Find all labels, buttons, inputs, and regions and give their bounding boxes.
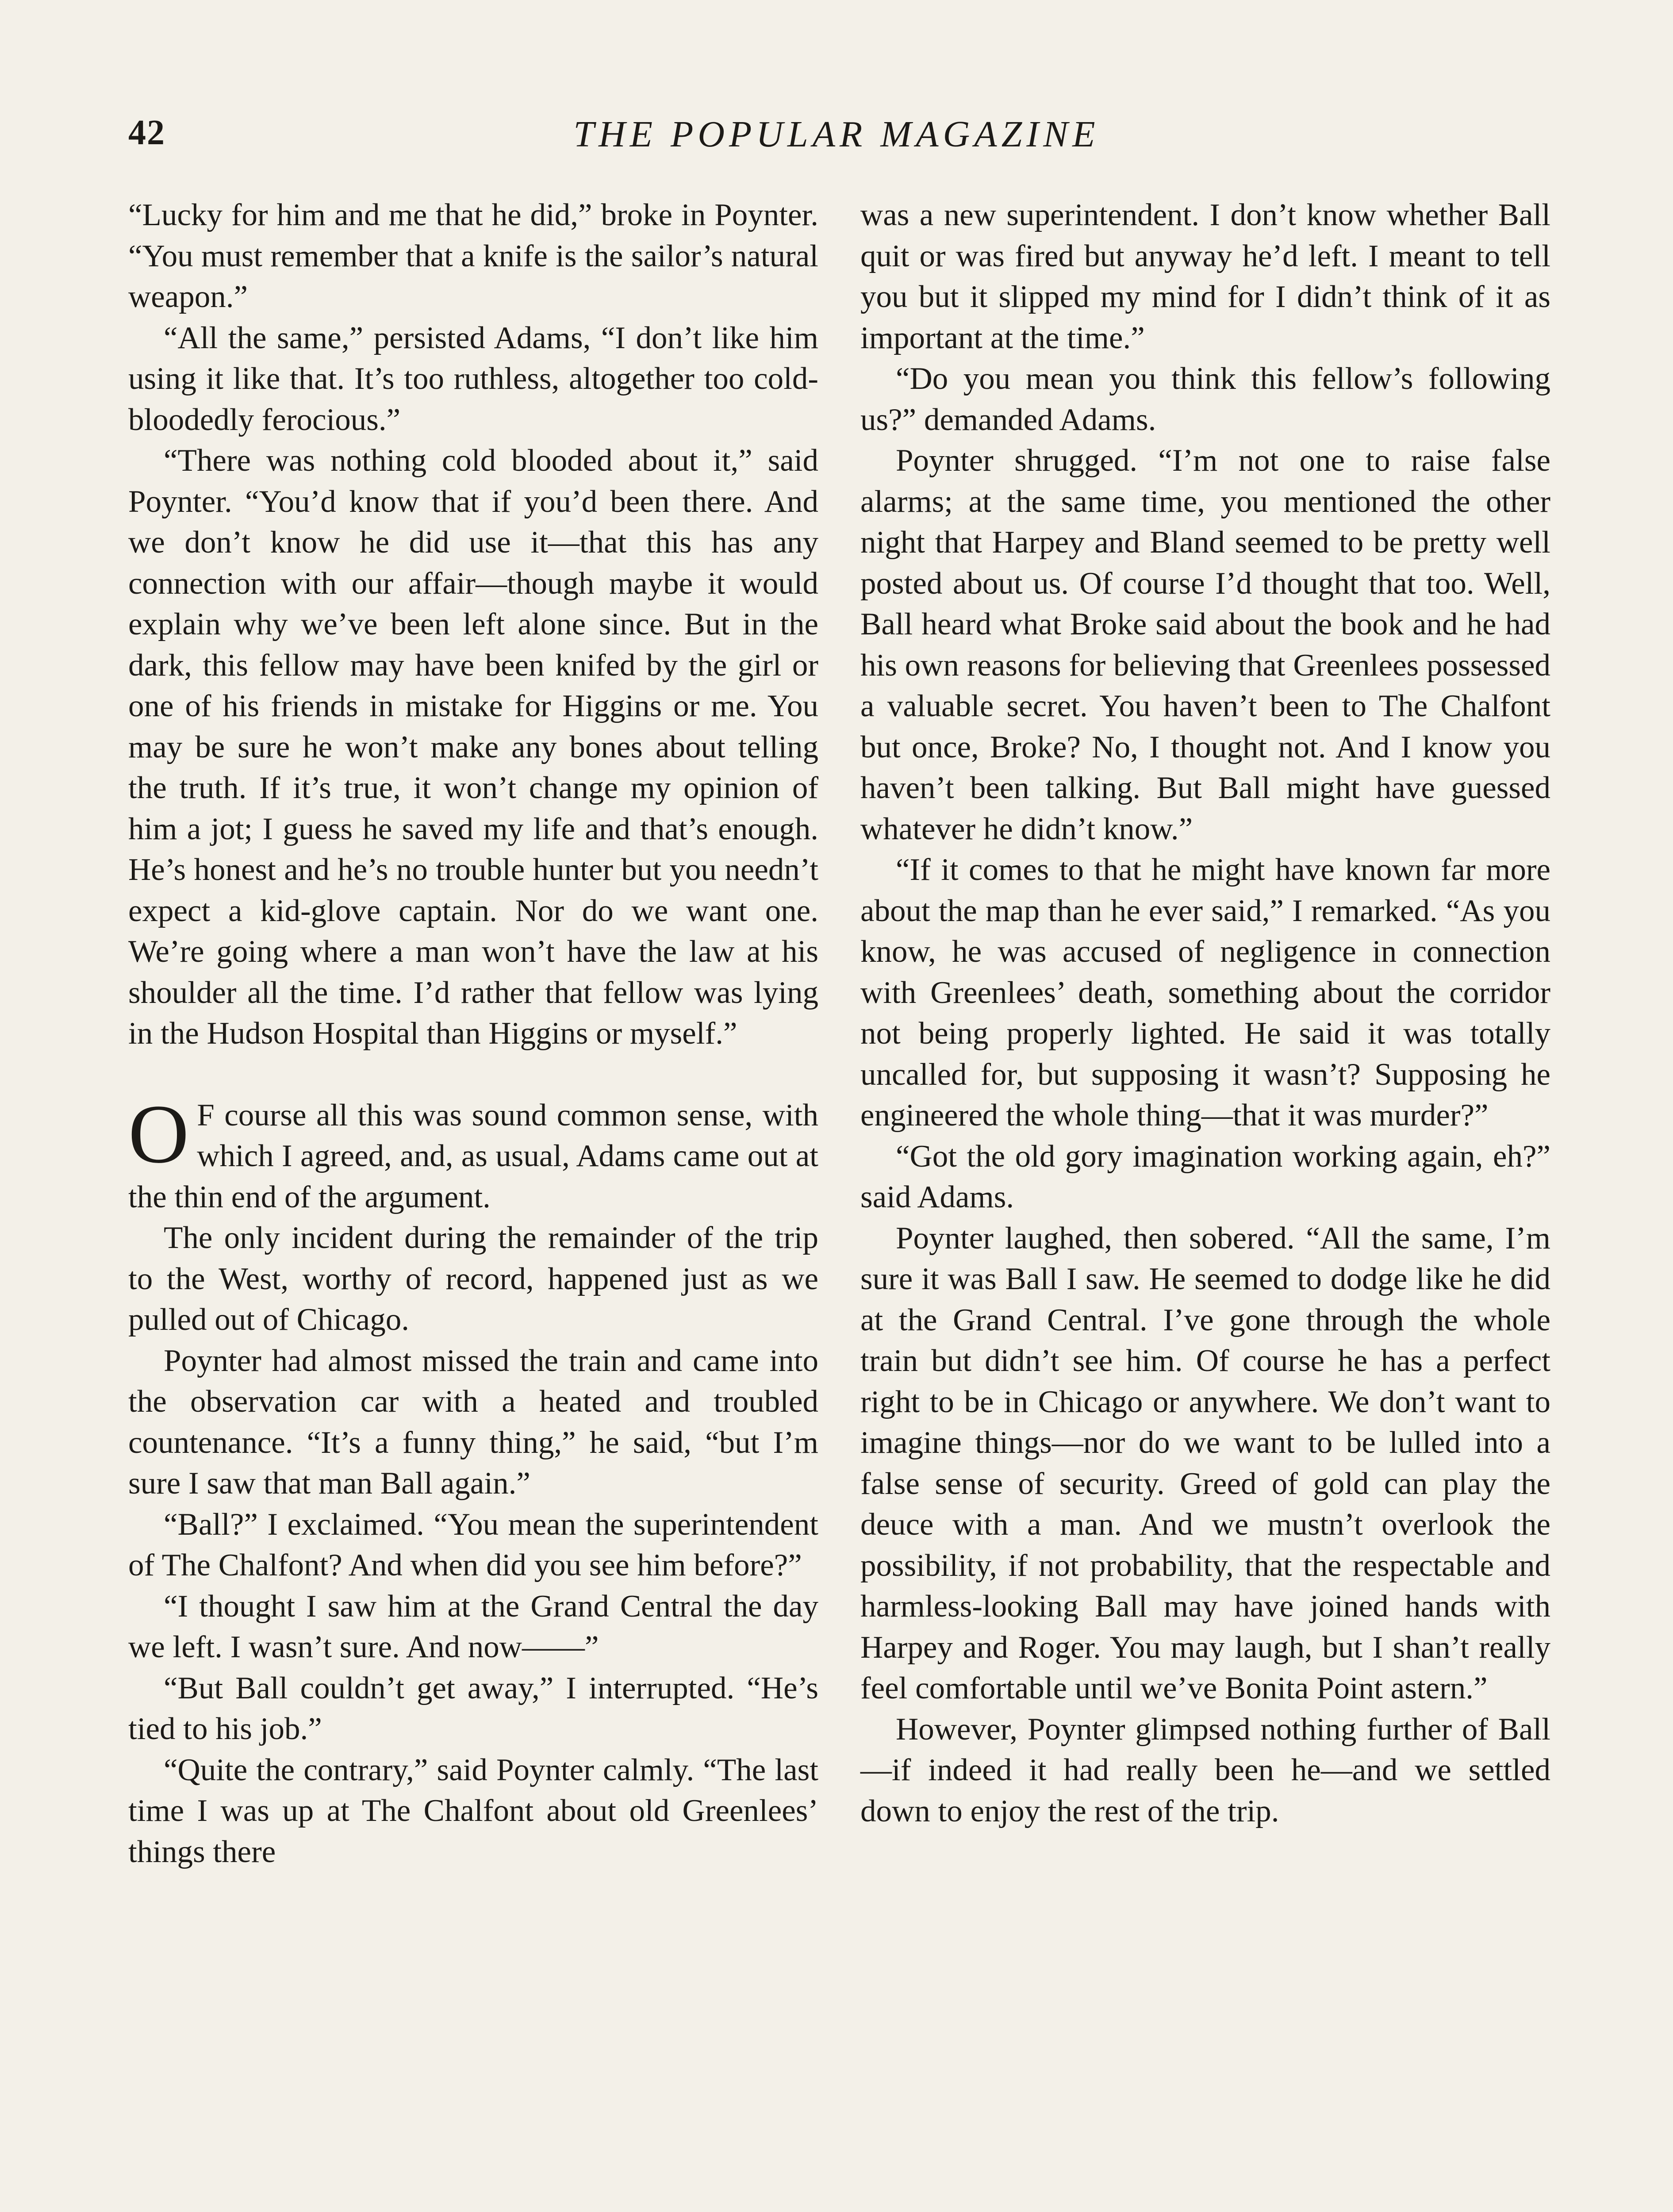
- paragraph: “If it comes to that he might have known far more about the map than he ever said,” I remarked. “As you know, he was accused of negligence in connection with Greenlees’ death, something about the corridor not being properly lighted. He said it was totally uncalled for, but supposing it wasn’t? Supposing he engineered the whole thing—that it was murder?”: [860, 853, 1550, 1133]
- dropcap-paragraph-text: F course all this was sound common sense, with which I agreed, and, as usual, Adams came out at the thin end of the argument.: [128, 1098, 818, 1214]
- paragraph: Poynter laughed, then sobered. “All the same, I’m sure it was Ball I saw. He seemed to dodge like he did at the Grand Central. I’ve gone through the whole train but didn’t see him. Of course he has a perfect right to be in Chicago or anywhere. We don’t want to imagine things—nor do we want to be lulled into a false sense of security. Greed of gold can play the deuce with a man. And we mustn’t overlook the possibility, if not probability, that the respectable and harmless-looking Ball may have joined hands with Harpey and Roger. You may laugh, but I shan’t really feel comfortable until we’ve Bonita Point astern.”: [860, 1221, 1550, 1705]
- dropcap-letter: O: [128, 1087, 189, 1181]
- paragraph: was a new superintendent. I don’t know whether Ball quit or was fired but anyway he’d left. I meant to tell you but it slipped my mind for I didn’t think of it as important at the time.”: [860, 198, 1550, 355]
- left-column: [128, 195, 818, 1872]
- paragraph: “All the same,” persisted Adams, “I don’t like him using it like that. It’s too ruthless, altogether too cold-bloodedly ferocious.”: [128, 320, 818, 437]
- paragraph: “Do you mean you think this fellow’s following us?” demanded Adams.: [860, 361, 1550, 437]
- right-column: [860, 195, 1550, 1832]
- paragraph: Poynter had almost missed the train and came into the observation car with a heated and troubled countenance. “It’s a funny thing,” he said, “but I’m sure I saw that man Ball again.”: [128, 1343, 818, 1501]
- paragraph: “There was nothing cold blooded about it,” said Poynter. “You’d know that if you’d been there. And we don’t know he did use it—that this has any connection with our affair—though maybe it would explain why we’ve been left alone since. But in the dark, this fellow may have been knifed by the girl or one of his friends in mistake for Higgins or me. You may be sure he won’t make any bones about telling the truth. If it’s true, it won’t change my opinion of him a jot; I guess he saved my life and that’s enough. He’s honest and he’s no trouble hunter but you needn’t expect a kid-glove captain. Nor do we want one. We’re going where a man won’t have the law at his shoulder all the time. I’d rather that fellow was lying in the Hudson Hospital than Higgins or myself.”: [128, 443, 818, 1051]
- paragraph: However, Poynter glimpsed nothing further of Ball—if indeed it had really been he—and we settled down to enjoy the rest of the trip.: [860, 1712, 1550, 1828]
- paragraph: “Lucky for him and me that he did,” broke in Poynter. “You must remember that a knife is the sailor’s natural weapon.”: [128, 198, 818, 314]
- paragraph: “I thought I saw him at the Grand Central the day we left. I wasn’t sure. And now——”: [128, 1589, 818, 1664]
- paragraph: “But Ball couldn’t get away,” I interrupted. “He’s tied to his job.”: [128, 1671, 818, 1746]
- paragraph: The only incident during the remainder of the trip to the West, worthy of record, happened just as we pulled out of Chicago.: [128, 1221, 818, 1337]
- paragraph: “Got the old gory imagination working again, eh?” said Adams.: [860, 1139, 1550, 1214]
- paragraph: “Quite the contrary,” said Poynter calmly. “The last time I was up at The Chalfont about old Greenlees’ things there: [128, 1752, 818, 1869]
- page-number: 42: [128, 113, 165, 152]
- paragraph: Poynter shrugged. “I’m not one to raise false alarms; at the same time, you mentioned the other night that Harpey and Bland seemed to be pretty well posted about us. Of course I’d thought that too. Well, Ball heard what Broke said about the book and he had his own reasons for believing that Greenlees possessed a valuable secret. You haven’t been to The Chalfont but once, Broke? No, I thought not. And I know you haven’t been talking. But Ball might have guessed whatever he didn’t know.”: [860, 443, 1550, 846]
- running-title: THE POPULAR MAGAZINE: [573, 114, 1100, 155]
- page-header: [124, 113, 1549, 161]
- paragraph: “Ball?” I exclaimed. “You mean the superintendent of The Chalfont? And when did you see him before?”: [128, 1507, 818, 1582]
- dropcap-paragraph: [128, 1087, 818, 1218]
